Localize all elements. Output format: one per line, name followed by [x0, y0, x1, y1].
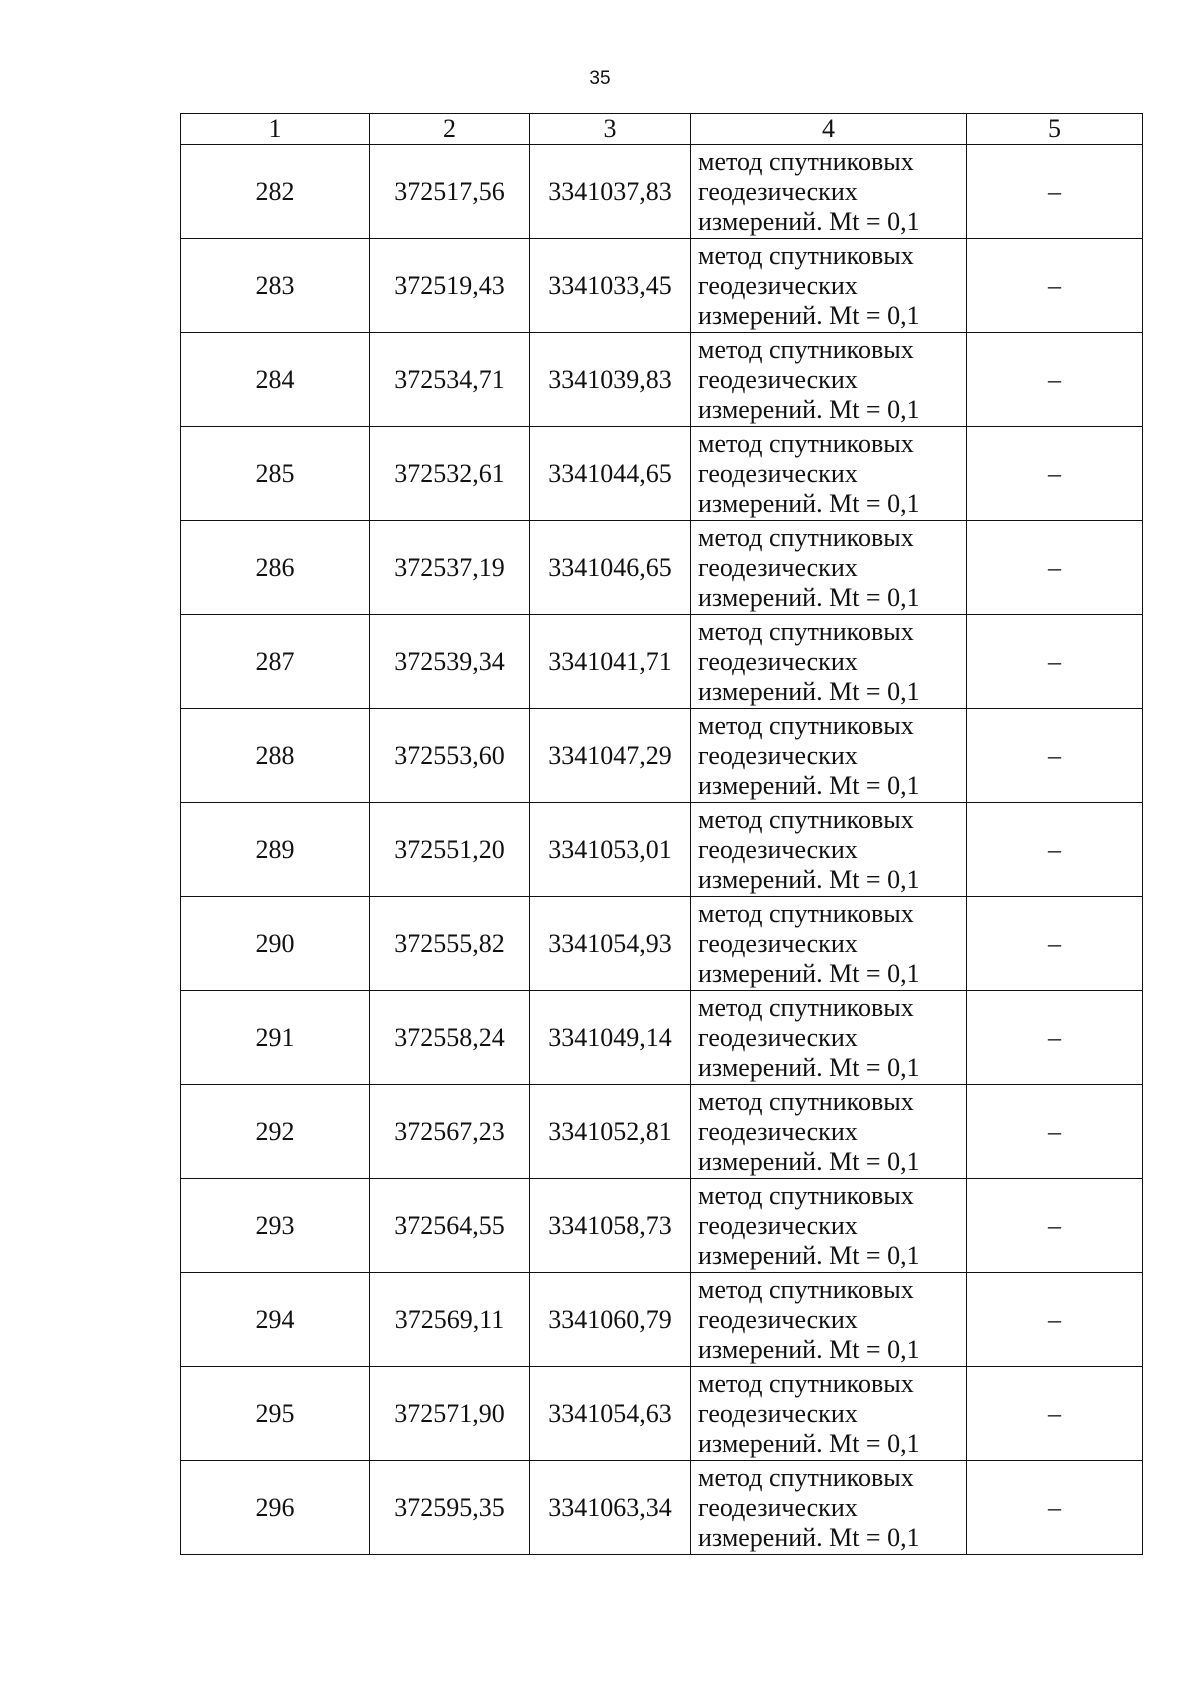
point-number-cell: 283 — [181, 239, 370, 333]
method-line-3: измерений. Mt = 0,1 — [698, 770, 920, 800]
method-cell — [691, 1273, 967, 1367]
method-line-3: измерений. Mt = 0,1 — [698, 676, 920, 706]
method-line-2: геодезических — [698, 176, 858, 206]
method-cell — [691, 145, 967, 239]
x-coordinate-cell: 372595,35 — [370, 1461, 530, 1555]
point-number-cell: 286 — [181, 521, 370, 615]
method-cell — [691, 1461, 967, 1555]
table-row — [181, 1273, 1143, 1367]
x-coordinate-cell: 372564,55 — [370, 1179, 530, 1273]
method-line-2: геодезических — [698, 646, 858, 676]
method-line-1: метод спутниковых — [698, 240, 914, 270]
point-number-cell: 288 — [181, 709, 370, 803]
method-cell — [691, 615, 967, 709]
method-line-1: метод спутниковых — [698, 898, 914, 928]
note-cell: – — [967, 1179, 1143, 1273]
method-line-1: метод спутниковых — [698, 616, 914, 646]
method-line-2: геодезических — [698, 1210, 858, 1240]
method-line-2: геодезических — [698, 1492, 858, 1522]
note-cell: – — [967, 1461, 1143, 1555]
method-line-1: метод спутниковых — [698, 146, 914, 176]
method-line-2: геодезических — [698, 1022, 858, 1052]
method-line-1: метод спутниковых — [698, 1462, 914, 1492]
y-coordinate-cell: 3341058,73 — [530, 1179, 691, 1273]
table-row — [181, 427, 1143, 521]
method-line-3: измерений. Mt = 0,1 — [698, 864, 920, 894]
note-cell: – — [967, 427, 1143, 521]
point-number-cell: 284 — [181, 333, 370, 427]
x-coordinate-cell: 372517,56 — [370, 145, 530, 239]
point-number-cell: 289 — [181, 803, 370, 897]
method-cell — [691, 709, 967, 803]
table-row — [181, 333, 1143, 427]
method-line-2: геодезических — [698, 834, 858, 864]
table-header — [181, 114, 1143, 145]
table-row — [181, 1179, 1143, 1273]
method-line-1: метод спутниковых — [698, 1086, 914, 1116]
y-coordinate-cell: 3341054,63 — [530, 1367, 691, 1461]
method-cell — [691, 239, 967, 333]
method-cell — [691, 897, 967, 991]
method-line-1: метод спутниковых — [698, 522, 914, 552]
point-number-cell: 293 — [181, 1179, 370, 1273]
note-cell: – — [967, 1367, 1143, 1461]
y-coordinate-cell: 3341047,29 — [530, 709, 691, 803]
table-row — [181, 615, 1143, 709]
point-number-cell: 295 — [181, 1367, 370, 1461]
method-line-1: метод спутниковых — [698, 804, 914, 834]
header-row — [181, 114, 1143, 145]
header-cell-1: 1 — [181, 114, 370, 145]
y-coordinate-cell: 3341049,14 — [530, 991, 691, 1085]
y-coordinate-cell: 3341037,83 — [530, 145, 691, 239]
note-cell: – — [967, 333, 1143, 427]
note-cell: – — [967, 615, 1143, 709]
method-line-2: геодезических — [698, 740, 858, 770]
method-line-1: метод спутниковых — [698, 710, 914, 740]
method-cell — [691, 427, 967, 521]
x-coordinate-cell: 372569,11 — [370, 1273, 530, 1367]
table-row — [181, 1367, 1143, 1461]
point-number-cell: 296 — [181, 1461, 370, 1555]
x-coordinate-cell: 372534,71 — [370, 333, 530, 427]
table-row — [181, 1461, 1143, 1555]
method-line-2: геодезических — [698, 552, 858, 582]
header-cell-2: 2 — [370, 114, 530, 145]
y-coordinate-cell: 3341053,01 — [530, 803, 691, 897]
table-row — [181, 897, 1143, 991]
table-row — [181, 1085, 1143, 1179]
method-line-3: измерений. Mt = 0,1 — [698, 1522, 920, 1552]
table-row — [181, 803, 1143, 897]
method-line-2: геодезических — [698, 928, 858, 958]
method-line-1: метод спутниковых — [698, 1274, 914, 1304]
x-coordinate-cell: 372553,60 — [370, 709, 530, 803]
method-line-2: геодезических — [698, 458, 858, 488]
table-row — [181, 709, 1143, 803]
method-cell — [691, 1367, 967, 1461]
y-coordinate-cell: 3341063,34 — [530, 1461, 691, 1555]
method-line-3: измерений. Mt = 0,1 — [698, 958, 920, 988]
method-line-3: измерений. Mt = 0,1 — [698, 1146, 920, 1176]
point-number-cell: 291 — [181, 991, 370, 1085]
note-cell: – — [967, 709, 1143, 803]
method-line-1: метод спутниковых — [698, 1180, 914, 1210]
page-number: 35 — [589, 68, 611, 89]
method-line-3: измерений. Mt = 0,1 — [698, 582, 920, 612]
note-cell: – — [967, 991, 1143, 1085]
point-number-cell: 287 — [181, 615, 370, 709]
method-line-3: измерений. Mt = 0,1 — [698, 300, 920, 330]
point-number-cell: 285 — [181, 427, 370, 521]
point-number-cell: 294 — [181, 1273, 370, 1367]
table-row — [181, 239, 1143, 333]
x-coordinate-cell: 372532,61 — [370, 427, 530, 521]
y-coordinate-cell: 3341054,93 — [530, 897, 691, 991]
method-line-3: измерений. Mt = 0,1 — [698, 206, 920, 236]
x-coordinate-cell: 372539,34 — [370, 615, 530, 709]
x-coordinate-cell: 372551,20 — [370, 803, 530, 897]
method-line-2: геодезических — [698, 1304, 858, 1334]
y-coordinate-cell: 3341033,45 — [530, 239, 691, 333]
header-cell-3: 3 — [530, 114, 691, 145]
y-coordinate-cell: 3341041,71 — [530, 615, 691, 709]
note-cell: – — [967, 521, 1143, 615]
method-line-1: метод спутниковых — [698, 992, 914, 1022]
header-cell-5: 5 — [967, 114, 1143, 145]
method-line-2: геодезических — [698, 1398, 858, 1428]
note-cell: – — [967, 1085, 1143, 1179]
x-coordinate-cell: 372555,82 — [370, 897, 530, 991]
x-coordinate-cell: 372567,23 — [370, 1085, 530, 1179]
x-coordinate-cell: 372537,19 — [370, 521, 530, 615]
x-coordinate-cell: 372558,24 — [370, 991, 530, 1085]
method-line-2: геодезических — [698, 1116, 858, 1146]
method-line-3: измерений. Mt = 0,1 — [698, 1240, 920, 1270]
header-cell-4: 4 — [691, 114, 967, 145]
point-number-cell: 290 — [181, 897, 370, 991]
table-row — [181, 145, 1143, 239]
point-number-cell: 292 — [181, 1085, 370, 1179]
method-line-1: метод спутниковых — [698, 1368, 914, 1398]
note-cell: – — [967, 1273, 1143, 1367]
x-coordinate-cell: 372519,43 — [370, 239, 530, 333]
note-cell: – — [967, 803, 1143, 897]
y-coordinate-cell: 3341052,81 — [530, 1085, 691, 1179]
y-coordinate-cell: 3341060,79 — [530, 1273, 691, 1367]
method-line-3: измерений. Mt = 0,1 — [698, 1334, 920, 1364]
method-line-3: измерений. Mt = 0,1 — [698, 488, 920, 518]
method-line-2: геодезических — [698, 270, 858, 300]
method-cell — [691, 521, 967, 615]
y-coordinate-cell: 3341044,65 — [530, 427, 691, 521]
method-line-1: метод спутниковых — [698, 428, 914, 458]
method-cell — [691, 1179, 967, 1273]
method-line-1: метод спутниковых — [698, 334, 914, 364]
note-cell: – — [967, 897, 1143, 991]
note-cell: – — [967, 239, 1143, 333]
note-cell: – — [967, 145, 1143, 239]
method-line-2: геодезических — [698, 364, 858, 394]
method-line-3: измерений. Mt = 0,1 — [698, 1052, 920, 1082]
method-line-3: измерений. Mt = 0,1 — [698, 394, 920, 424]
method-line-3: измерений. Mt = 0,1 — [698, 1428, 920, 1458]
y-coordinate-cell: 3341039,83 — [530, 333, 691, 427]
point-number-cell: 282 — [181, 145, 370, 239]
method-cell — [691, 991, 967, 1085]
table-body — [181, 145, 1143, 1555]
x-coordinate-cell: 372571,90 — [370, 1367, 530, 1461]
table-row — [181, 991, 1143, 1085]
y-coordinate-cell: 3341046,65 — [530, 521, 691, 615]
coordinates-table — [180, 113, 1143, 1555]
table-row — [181, 521, 1143, 615]
method-cell — [691, 1085, 967, 1179]
method-cell — [691, 803, 967, 897]
method-cell — [691, 333, 967, 427]
